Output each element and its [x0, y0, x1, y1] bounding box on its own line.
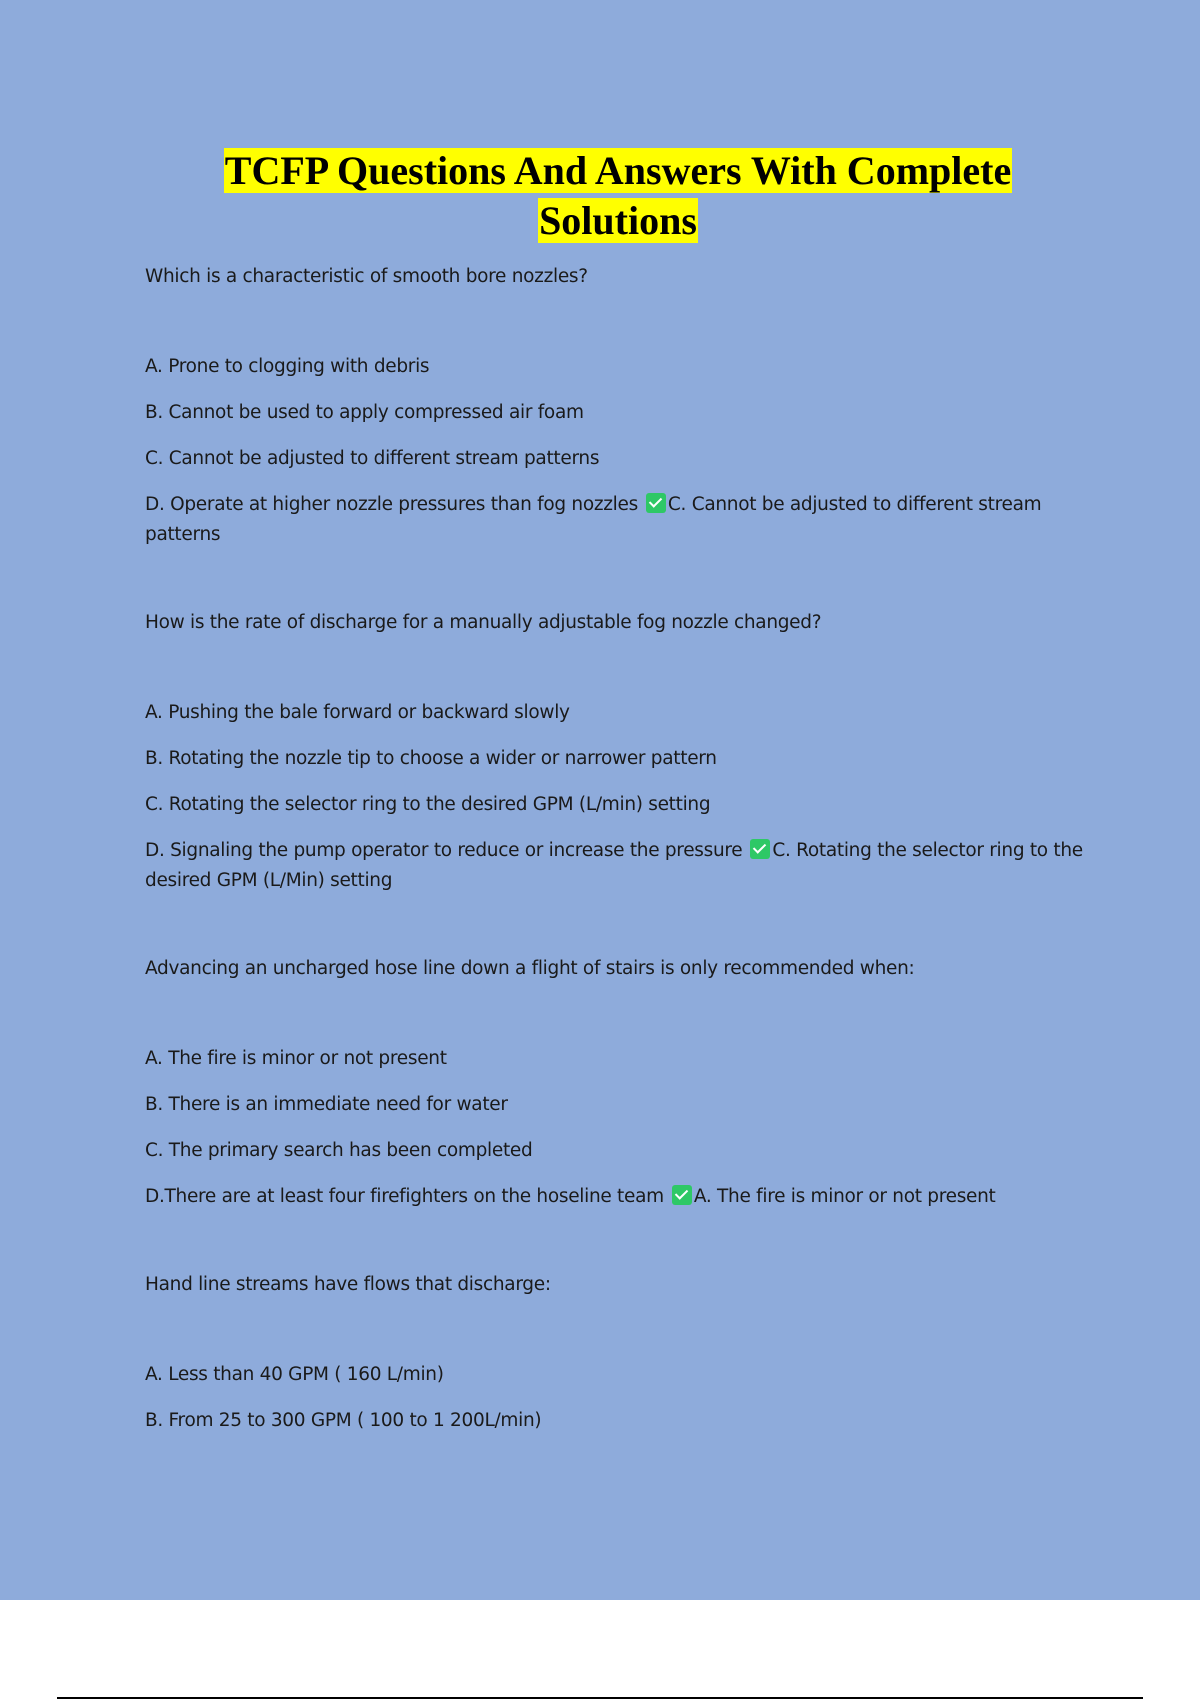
- question-block-2: [145, 608, 1095, 896]
- check-mark-icon: [672, 1185, 692, 1205]
- option-b: B. Cannot be used to apply compressed air foam: [145, 402, 584, 423]
- option-c: C. Rotating the selector ring to the desired GPM (L/min) setting: [145, 794, 711, 815]
- title-line-1: TCFP Questions And Answers With Complete: [224, 148, 1012, 193]
- question-text: Advancing an uncharged hose line down a flight of stairs is only recommended when:: [145, 958, 915, 979]
- document-title: [0, 146, 1200, 246]
- option-a: A. Less than 40 GPM ( 160 L/min): [145, 1364, 444, 1385]
- question-text: Which is a characteristic of smooth bore nozzles?: [145, 266, 588, 287]
- question-text: How is the rate of discharge for a manually adjustable fog nozzle changed?: [145, 612, 822, 633]
- answer-text: A. The fire is minor or not present: [693, 1186, 996, 1207]
- option-a: A. The fire is minor or not present: [145, 1048, 447, 1069]
- option-b: B. From 25 to 300 GPM ( 100 to 1 200L/min): [145, 1410, 542, 1431]
- option-d: D. Signaling the pump operator to reduce or increase the pressure: [145, 840, 743, 861]
- answer-text: C. Cannot be adjusted to different stream patterns: [145, 494, 1042, 545]
- answer-text: C. Rotating the selector ring to the desired GPM (L/Min) setting: [145, 840, 1083, 891]
- option-d-with-answer: [145, 490, 1095, 550]
- option-b: B. Rotating the nozzle tip to choose a wider or narrower pattern: [145, 748, 717, 769]
- option-a: A. Prone to clogging with debris: [145, 356, 430, 377]
- footer-divider: [57, 1697, 1143, 1699]
- question-list: [145, 262, 1095, 1452]
- question-block-3: [145, 954, 1095, 1212]
- option-d: D. Operate at higher nozzle pressures than fog nozzles: [145, 494, 638, 515]
- option-b: B. There is an immediate need for water: [145, 1094, 508, 1115]
- question-text: Hand line streams have flows that discharge:: [145, 1274, 551, 1295]
- option-d: D.There are at least four firefighters on the hoseline team: [145, 1186, 664, 1207]
- option-d-with-answer: [145, 1182, 1095, 1212]
- check-mark-icon: [750, 839, 770, 859]
- option-d-with-answer: [145, 836, 1095, 896]
- option-c: C. Cannot be adjusted to different stream patterns: [145, 448, 600, 469]
- question-block-1: [145, 262, 1095, 550]
- option-a: A. Pushing the bale forward or backward slowly: [145, 702, 570, 723]
- option-c: C. The primary search has been completed: [145, 1140, 533, 1161]
- question-block-4: [145, 1270, 1095, 1436]
- check-mark-icon: [646, 493, 666, 513]
- title-line-2: Solutions: [539, 198, 697, 243]
